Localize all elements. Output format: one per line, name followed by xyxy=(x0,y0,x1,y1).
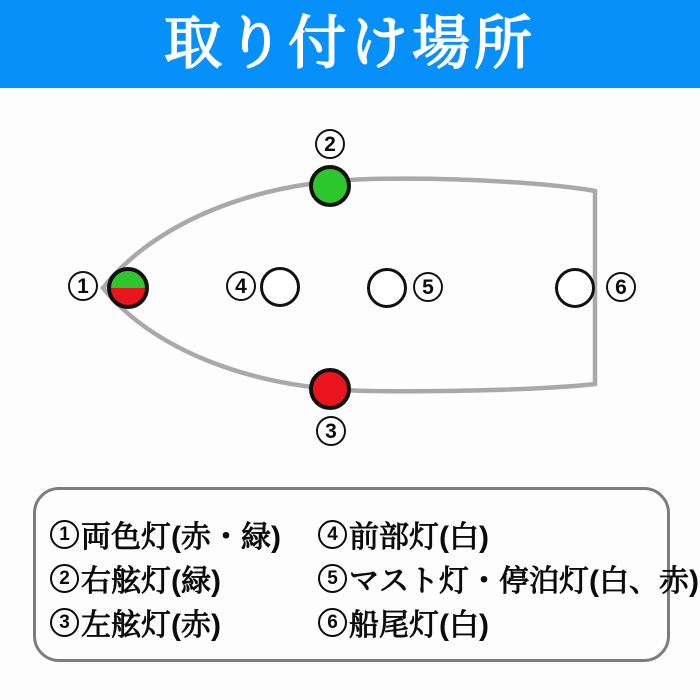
legend-circle-2: 2 xyxy=(50,564,79,593)
label-circle-3: 3 xyxy=(316,416,346,446)
stern-white-light-marker xyxy=(555,268,595,308)
front-white-light-marker xyxy=(260,267,300,307)
legend-label-1: 両色灯(赤・緑) xyxy=(81,521,281,554)
legend-item-5 xyxy=(318,556,699,600)
hull-path xyxy=(103,179,595,392)
legend-label-5: マスト灯・停泊灯(白、赤) xyxy=(349,565,699,598)
bicolor-light-marker xyxy=(107,267,149,309)
legend-box xyxy=(33,487,699,662)
port-red-light-marker xyxy=(309,368,351,410)
mast-white-light-marker xyxy=(367,268,407,308)
legend-label-2: 右舷灯(緑) xyxy=(81,565,221,598)
label-circle-6: 6 xyxy=(606,272,636,302)
legend-circle-4: 4 xyxy=(318,520,347,549)
label-circle-4: 4 xyxy=(226,271,256,301)
starboard-green-light-marker xyxy=(309,165,351,207)
legend-circle-5: 5 xyxy=(318,564,347,593)
legend-label-4: 前部灯(白) xyxy=(349,521,489,554)
legend-circle-6: 6 xyxy=(318,608,347,637)
legend-item-2 xyxy=(50,556,318,600)
legend-item-3 xyxy=(50,600,318,644)
label-circle-5: 5 xyxy=(413,272,443,302)
legend-item-6 xyxy=(318,600,699,644)
legend-label-3: 左舷灯(赤) xyxy=(81,609,221,642)
legend-label-6: 船尾灯(白) xyxy=(349,609,489,642)
legend-circle-3: 3 xyxy=(50,608,79,637)
label-circle-1: 1 xyxy=(68,271,98,301)
legend-circle-1: 1 xyxy=(50,520,79,549)
legend-item-4 xyxy=(318,512,699,556)
legend-item-1 xyxy=(50,512,318,556)
page-title: 取り付け場所 xyxy=(163,11,536,76)
label-circle-2: 2 xyxy=(315,129,345,159)
